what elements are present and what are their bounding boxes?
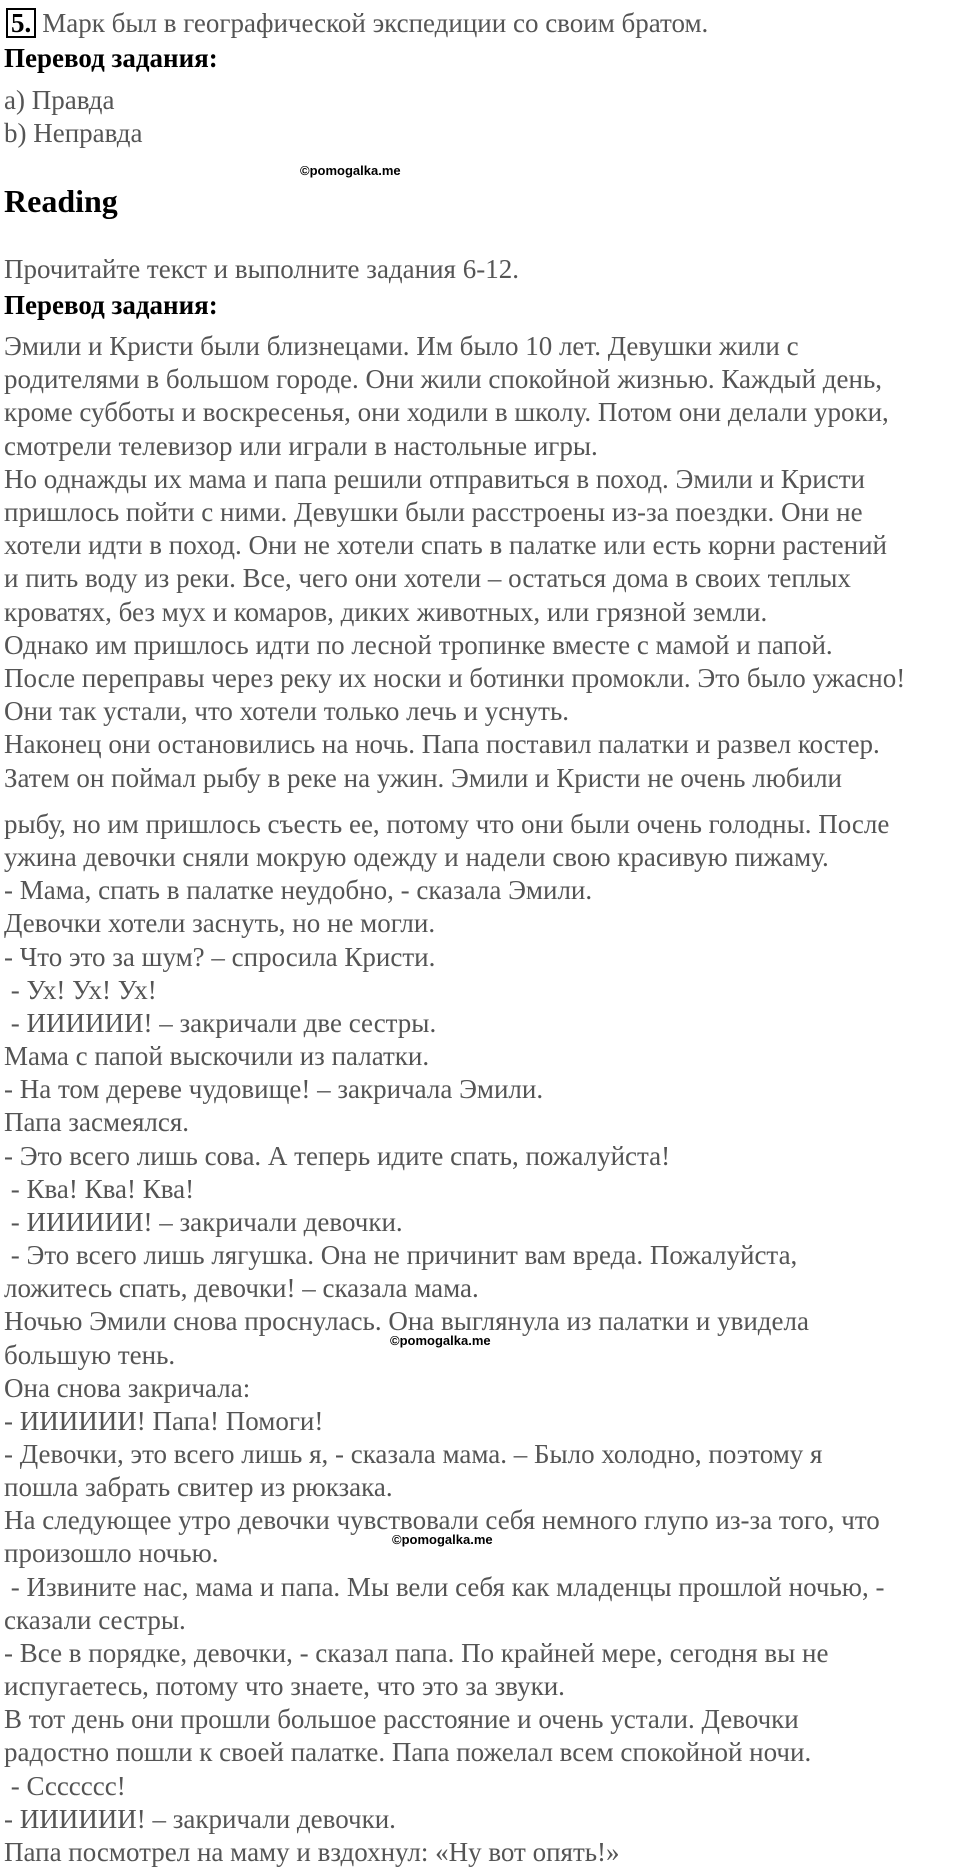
story-line: Папа засмеялся.	[4, 1107, 190, 1138]
story-line: - Извините нас, мама и папа. Мы вели себя как младенцы прошлой ночью, -	[4, 1571, 885, 1602]
story-line: большую тень.	[4, 1339, 176, 1370]
story-line: рыбу, но им пришлось съесть ее, потому что они были очень голодны. После	[4, 809, 890, 839]
section-title: Reading	[4, 183, 118, 219]
story-line: - Ух! Ух! Ух!	[4, 974, 157, 1005]
story-line: На следующее утро девочки чувствовали себя немного глупо из-за того, что	[4, 1505, 880, 1536]
instruction: Прочитайте текст и выполните задания 6-12.	[4, 254, 519, 284]
story-line: Наконец они остановились на ночь. Папа поставил палатки и развел костер.	[4, 729, 880, 760]
option-b: b) Неправда	[4, 118, 143, 148]
story-line: - Ссссссс!	[4, 1770, 126, 1801]
story-line: - Это всего лишь сова. А теперь идите спать, пожалуйста!	[4, 1140, 671, 1171]
story-line: испугаетесь, потому что знаете, что это за звуки.	[4, 1671, 565, 1702]
story-line: - Что это за шум? – спросила Кристи.	[4, 941, 436, 972]
watermark: ©pomogalka.me	[390, 1333, 491, 1348]
story-line: - ИИИИИИ! Папа! Помоги!	[4, 1405, 324, 1436]
translation-label: Перевод задания:	[4, 43, 218, 73]
story-line: - Мама, спать в палатке неудобно, - сказала Эмили.	[4, 875, 593, 906]
question-text: Марк был в географической экспедиции со своим братом.	[42, 8, 709, 38]
story-line: хотели идти в поход. Они не хотели спать в палатке или есть корни растений	[4, 530, 887, 561]
story-line: - Все в порядке, девочки, - сказал папа. По крайней мере, сегодня вы не	[4, 1637, 829, 1668]
story-line: Мама с папой выскочили из палатки.	[4, 1041, 430, 1072]
story-line: радостно пошли к своей палатке. Папа пожелал всем спокойной ночи.	[4, 1737, 812, 1768]
watermark: ©pomogalka.me	[300, 163, 401, 178]
story-line: кроватях, без мух и комаров, диких животных, или грязной земли.	[4, 596, 768, 627]
story-line: - ИИИИИИ! – закричали две сестры.	[4, 1007, 437, 1038]
story-line: сказали сестры.	[4, 1604, 186, 1635]
option-a: a) Правда	[4, 85, 115, 115]
story-line: - ИИИИИИ! – закричали девочки.	[4, 1803, 396, 1834]
story-line: Эмили и Кристи были близнецами. Им было 10 лет. Девушки жили с	[4, 331, 799, 361]
story-line: После переправы через реку их носки и ботинки промокли. Это было ужасно!	[4, 663, 906, 694]
story-line: и пить воду из реки. Все, чего они хотели – остаться дома в своих теплых	[4, 563, 851, 594]
watermark: ©pomogalka.me	[392, 1532, 493, 1547]
translation-label: Перевод задания:	[4, 290, 218, 320]
story-line: - На том дереве чудовище! – закричала Эмили.	[4, 1074, 544, 1105]
story-line: пришлось пойти с ними. Девушки были расстроены из-за поездки. Они не	[4, 497, 863, 528]
story-line: Однако им пришлось идти по лесной тропинке вместе с мамой и папой.	[4, 629, 833, 660]
story-line: кроме субботы и воскресенья, они ходили в школу. Потом они делали уроки,	[4, 397, 889, 428]
story-paragraph-1	[4, 330, 905, 795]
question-number-box: 5.	[6, 8, 36, 38]
story-line: - Ква! Ква! Ква!	[4, 1173, 195, 1204]
story-line: Она снова закричала:	[4, 1372, 251, 1403]
story-line: ужина девочки сняли мокрую одежду и надели свою красивую пижаму.	[4, 842, 829, 873]
story-line: произошло ночью.	[4, 1538, 219, 1569]
story-line: В тот день они прошли большое расстояние и очень устали. Девочки	[4, 1704, 799, 1735]
story-line: пошла забрать свитер из рюкзака.	[4, 1472, 393, 1503]
story-line: Затем он поймал рыбу в реке на ужин. Эмили и Кристи не очень любили	[4, 762, 843, 793]
story-line: - Это всего лишь лягушка. Она не причинит вам вреда. Пожалуйста,	[4, 1240, 798, 1271]
question-5	[6, 8, 708, 38]
story-line: Но однажды их мама и папа решили отправиться в поход. Эмили и Кристи	[4, 463, 865, 494]
story-line: - Девочки, это всего лишь я, - сказала мама. – Было холодно, поэтому я	[4, 1438, 823, 1469]
story-line: Ночью Эмили снова проснулась. Она выглянула из палатки и увидела	[4, 1306, 809, 1337]
story-line: ложитесь спать, девочки! – сказала мама.	[4, 1273, 479, 1304]
story-line: родителями в большом городе. Они жили спокойной жизнью. Каждый день,	[4, 364, 883, 395]
story-line: смотрели телевизор или играли в настольные игры.	[4, 430, 598, 461]
story-line: Девочки хотели заснуть, но не могли.	[4, 908, 436, 939]
story-line: Папа посмотрел на маму и вздохнул: «Ну вот опять!»	[4, 1836, 620, 1867]
story-line: Они так устали, что хотели только лечь и уснуть.	[4, 696, 570, 727]
story-line: - ИИИИИИ! – закричали девочки.	[4, 1206, 403, 1237]
